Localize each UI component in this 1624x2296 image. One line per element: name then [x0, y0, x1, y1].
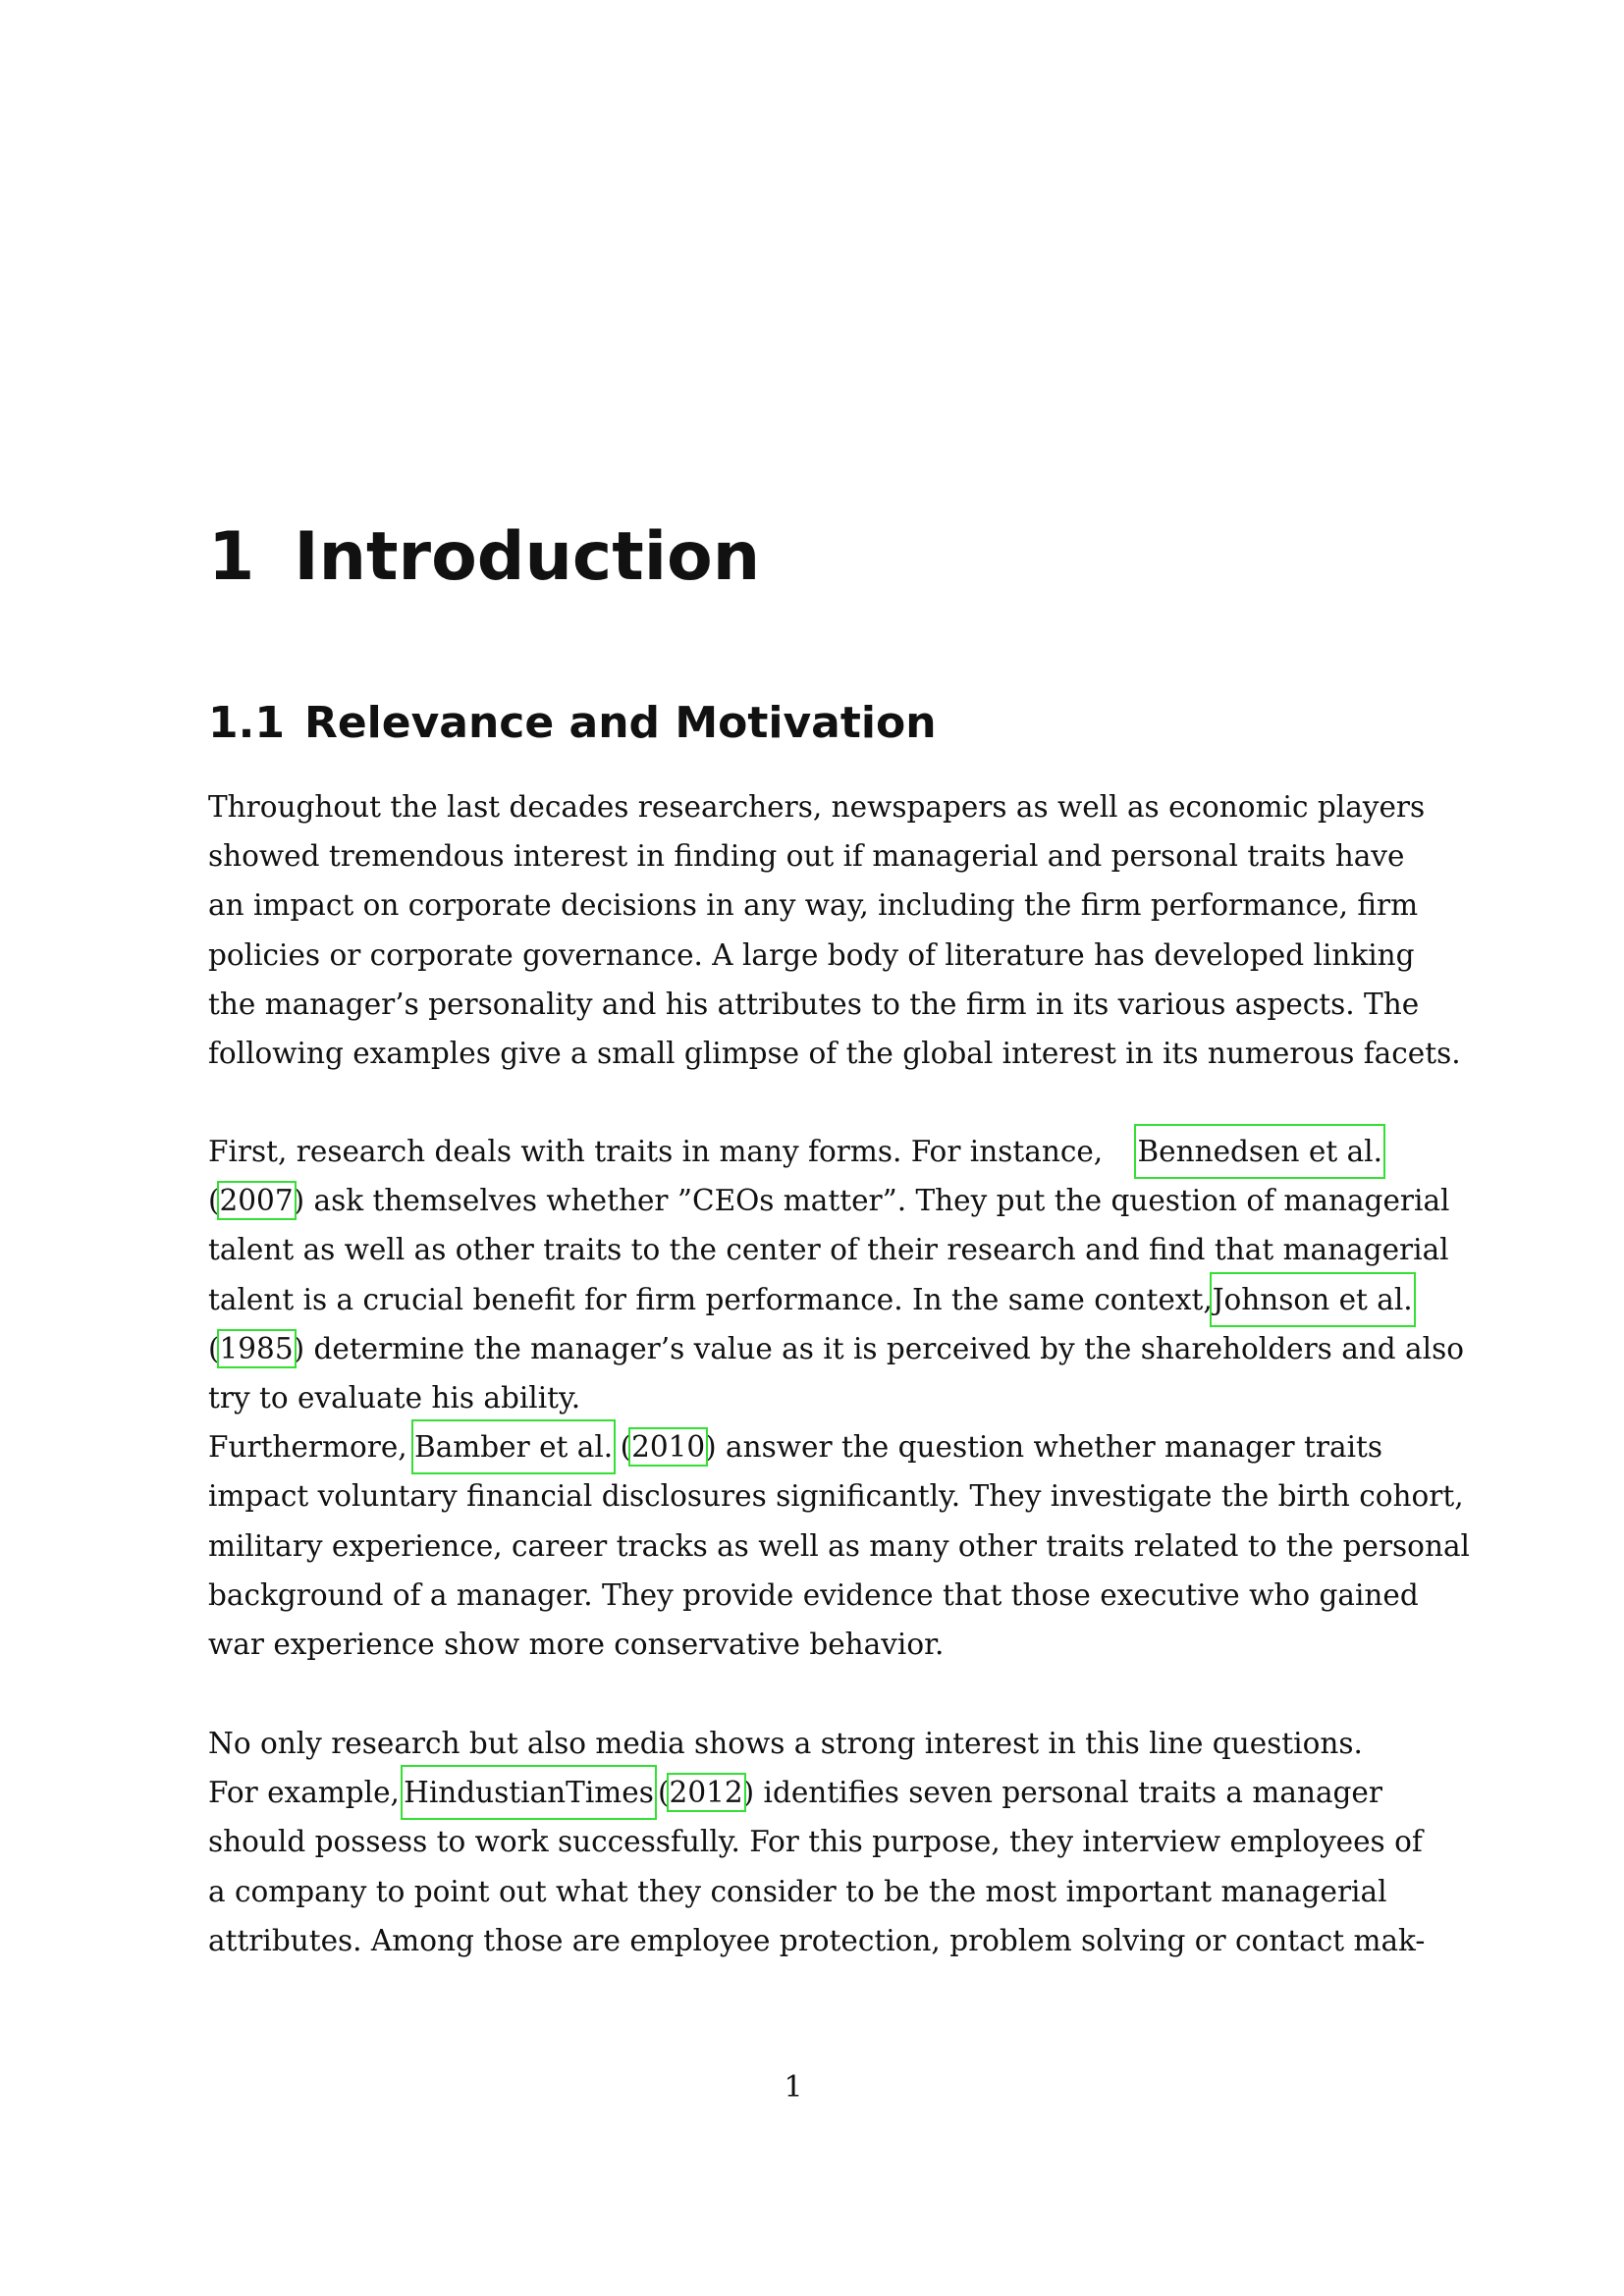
line-text: For example,	[208, 1776, 400, 1810]
line-text: military experience, career tracks as well as many other traits related to the personal	[208, 1528, 1470, 1563]
line-text: Throughout the last decades researchers, newspapers as well as economic players	[208, 790, 1426, 824]
citation-link-bamber[interactable]: Bamber et al.	[414, 1422, 613, 1471]
line-text: the manager’s personality and his attributes to the firm in its various aspects. The	[208, 987, 1420, 1021]
citation-link-bennedsen[interactable]: Bennedsen et al.	[1137, 1127, 1382, 1176]
section-title	[208, 692, 937, 755]
citation-link-johnson[interactable]: Johnson et al.	[1213, 1275, 1413, 1324]
citation-group: (2012) identifies seven personal traits a manager	[658, 1776, 1382, 1810]
line-text: ) ask themselves whether ”CEOs matter”. They put the question of managerial	[293, 1184, 1450, 1218]
paragraph-research	[208, 1127, 1470, 1669]
line-text: No only research but also media shows a strong interest in this line questions.	[208, 1727, 1363, 1760]
citation-year-link-bamber[interactable]: 2010	[631, 1430, 706, 1465]
line-text: a company to point out what they consider to be the most important managerial	[208, 1874, 1387, 1908]
text-line	[208, 1373, 1382, 1422]
text-line	[208, 1620, 1382, 1669]
line-text: war experience show more conservative behavior.	[208, 1627, 945, 1661]
text-line	[208, 1422, 1382, 1471]
line-text: following examples give a small glimpse of the global interest in its numerous facets.	[208, 1036, 1461, 1070]
chapter-number: 1	[208, 518, 255, 596]
citation-group: (2007) ask themselves whether ”CEOs matter”. They put the question of managerial	[208, 1184, 1450, 1218]
line-text: Furthermore,	[208, 1430, 407, 1465]
chapter-title	[208, 510, 760, 605]
text-line	[208, 1176, 1450, 1225]
text-line	[208, 1324, 1464, 1373]
line-text: background of a manager. They provide evidence that those executive who gained	[208, 1577, 1419, 1612]
page-number: 1	[784, 2070, 803, 2105]
citation-link-hindustan[interactable]: HindustianTimes	[404, 1768, 654, 1817]
text-line	[208, 931, 1415, 980]
line-text: ) answer the question whether manager traits	[705, 1430, 1382, 1465]
text-line	[208, 1719, 1382, 1768]
chapter-title-text: Introduction	[294, 518, 761, 596]
text-line	[208, 1471, 1464, 1521]
paragraph-relevance	[208, 782, 1461, 1078]
citation-year-link-hindustan[interactable]: 2012	[669, 1776, 743, 1810]
text-line	[208, 881, 1419, 930]
citation-group: (1985) determine the manager’s value as it is perceived by the shareholders and also	[208, 1331, 1464, 1365]
line-text: try to evaluate his ability.	[208, 1380, 581, 1415]
text-line	[208, 1522, 1470, 1571]
line-text: attributes. Among those are employee protection, problem solving or contact mak-	[208, 1923, 1426, 1957]
text-line	[208, 1275, 1413, 1324]
line-text: policies or corporate governance. A large body of literature has developed linking	[208, 937, 1415, 972]
line-text: talent as well as other traits to the center of their research and find that managerial	[208, 1233, 1449, 1267]
text-line	[208, 1768, 1382, 1817]
text-line	[208, 782, 1426, 831]
line-text: ) identifies seven personal traits a manager	[742, 1776, 1382, 1810]
line-text: talent is a crucial benefit for firm performance. In the same context,	[208, 1282, 1213, 1316]
line-text: an impact on corporate decisions in any way, including the firm performance, firm	[208, 888, 1419, 923]
text-line	[208, 980, 1420, 1029]
text-line	[208, 831, 1405, 881]
line-text: ) determine the manager’s value as it is perceived by the shareholders and also	[293, 1331, 1464, 1365]
line-text: showed tremendous interest in finding out if managerial and personal traits have	[208, 839, 1405, 874]
text-line	[208, 1225, 1449, 1274]
line-text: impact voluntary financial disclosures significantly. They investigate the birth cohort,	[208, 1479, 1464, 1514]
text-line	[208, 1127, 1382, 1176]
citation-year-link-johnson[interactable]: 1985	[219, 1331, 294, 1365]
citation-year-link-bennedsen[interactable]: 2007	[219, 1184, 294, 1218]
paragraph-media	[208, 1719, 1426, 1965]
text-line	[208, 1867, 1387, 1916]
text-line	[208, 1916, 1426, 1965]
citation-group: (2010) answer the question whether manager traits	[620, 1430, 1382, 1465]
line-text: should possess to work successfully. For this purpose, they interview employees of	[208, 1825, 1423, 1859]
line-text: First, research deals with traits in many forms. For instance,	[208, 1135, 1104, 1168]
section-number: 1.1	[208, 698, 285, 748]
text-line	[208, 1029, 1461, 1078]
text-line	[208, 1571, 1419, 1620]
section-title-text: Relevance and Motivation	[303, 698, 937, 748]
text-line	[208, 1817, 1423, 1866]
